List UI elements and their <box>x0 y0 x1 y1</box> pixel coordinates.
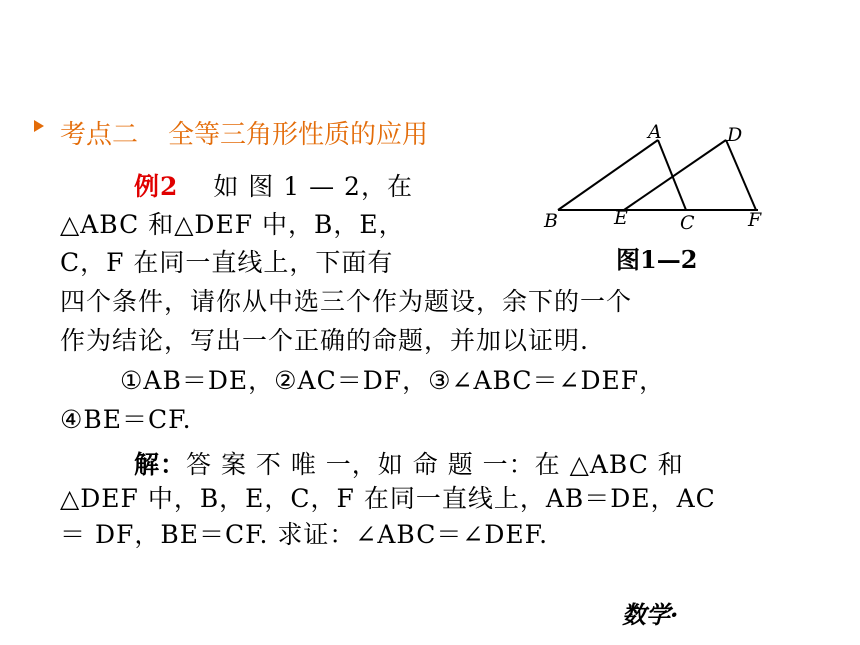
footer-subject: 数学· <box>622 600 679 629</box>
point-label-D: D <box>727 124 743 146</box>
segment-AC <box>658 140 686 210</box>
example-line-4: 四个条件，请你从中选三个作为题设，余下的一个 <box>60 287 633 316</box>
point-label-B: B <box>544 210 558 232</box>
conditions-line-2: ④BE＝CF. <box>60 405 192 434</box>
solution-label: 解： <box>134 450 187 479</box>
example-line-2: △ABC 和△DEF 中，B，E， <box>60 210 405 239</box>
point-label-F: F <box>748 209 762 231</box>
solution-line-3: ＝ DF，BE＝CF. 求证：∠ABC＝∠DEF. <box>60 520 549 549</box>
figure-caption: 图1—2 <box>616 245 698 274</box>
example-text-1: 如 图 1 — 2，在 <box>213 172 413 201</box>
segment-DE <box>624 140 726 210</box>
example-line-3: C，F 在同一直线上，下面有 <box>60 248 394 277</box>
example-label: 例2 <box>134 172 179 201</box>
solution-line-2: △DEF 中，B，E，C，F 在同一直线上，AB＝DE，AC <box>60 484 716 513</box>
segment-AB <box>558 140 658 210</box>
point-label-E: E <box>614 207 628 229</box>
heading-title: 全等三角形性质的应用 <box>168 120 429 150</box>
segment-DF <box>726 140 756 210</box>
conditions-line-1: ①AB＝DE，②AC＝DF，③∠ABC＝∠DEF， <box>120 366 666 395</box>
example-line-5: 作为结论，写出一个正确的命题，并加以证明. <box>60 326 589 355</box>
heading-point: 考点二 <box>60 120 139 150</box>
solution-text-1: 答 案 不 唯 一，如 命 题 一：在 △ABC 和 <box>186 450 684 479</box>
point-label-A: A <box>648 121 662 143</box>
point-label-C: C <box>680 212 695 234</box>
